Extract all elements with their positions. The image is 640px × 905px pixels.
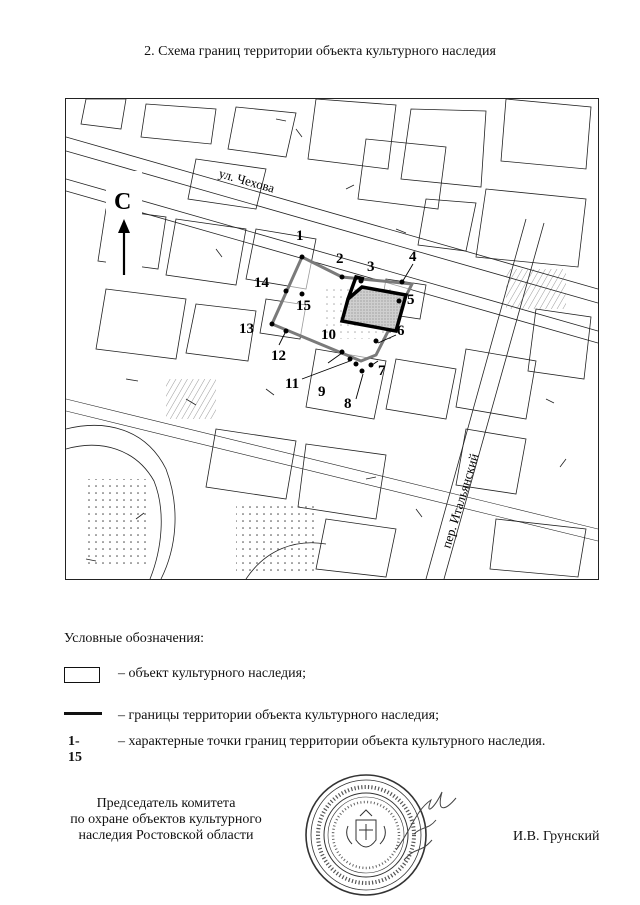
official-seal xyxy=(296,770,466,905)
point-label-8: 8 xyxy=(344,396,352,412)
hatched-area xyxy=(506,269,566,309)
legend-boundary-symbol xyxy=(64,712,102,715)
cadastral-map-drawing xyxy=(66,99,598,579)
street-label-chekhova: ул. Чехова xyxy=(217,165,277,196)
signatory-position xyxy=(70,796,262,844)
point-label-14: 14 xyxy=(254,275,269,291)
legend-points-symbol: 1-15 xyxy=(68,734,82,765)
signatory-name: И.В. Грунский xyxy=(513,829,600,844)
north-arrow-icon xyxy=(106,171,142,281)
legend-object-text: – объект культурного наследия; xyxy=(118,666,306,681)
site-plan-map xyxy=(65,98,599,580)
point-label-6: 6 xyxy=(397,323,405,339)
green-zone xyxy=(86,479,146,569)
point-label-4: 4 xyxy=(409,249,417,265)
hatched-area xyxy=(166,379,216,419)
point-label-9: 9 xyxy=(318,384,326,400)
point-label-12: 12 xyxy=(271,348,286,364)
legend-object-symbol xyxy=(64,667,100,683)
point-label-13: 13 xyxy=(239,321,254,337)
legend-points-text: – характерные точки границ территории объекта культурного наследия. xyxy=(118,734,546,749)
point-label-5: 5 xyxy=(407,292,415,308)
point-label-1: 1 xyxy=(296,228,304,244)
point-label-7: 7 xyxy=(378,363,386,379)
north-label: С xyxy=(114,189,132,215)
point-label-10: 10 xyxy=(321,327,336,343)
point-label-11: 11 xyxy=(285,376,300,392)
point-label-2: 2 xyxy=(336,251,344,267)
green-zone xyxy=(236,504,316,574)
signatory-position-line: Председатель комитета xyxy=(96,796,236,811)
seal-and-signature-graphic xyxy=(296,770,466,900)
signatory-position-line: наследия Ростовской области xyxy=(78,828,254,843)
street-label-italyanskiy: пер. Итальянский xyxy=(438,451,482,550)
signatory-position-line: по охране объектов культурного xyxy=(70,812,262,827)
point-label-15: 15 xyxy=(296,298,311,314)
page-title: 2. Схема границ территории объекта культурного наследия xyxy=(144,44,496,59)
point-label-3: 3 xyxy=(367,259,375,275)
legend-boundary-text: – границы территории объекта культурного наследия; xyxy=(118,708,439,723)
legend-heading: Условные обозначения: xyxy=(64,631,205,646)
seal-emblem-icon xyxy=(347,810,386,847)
